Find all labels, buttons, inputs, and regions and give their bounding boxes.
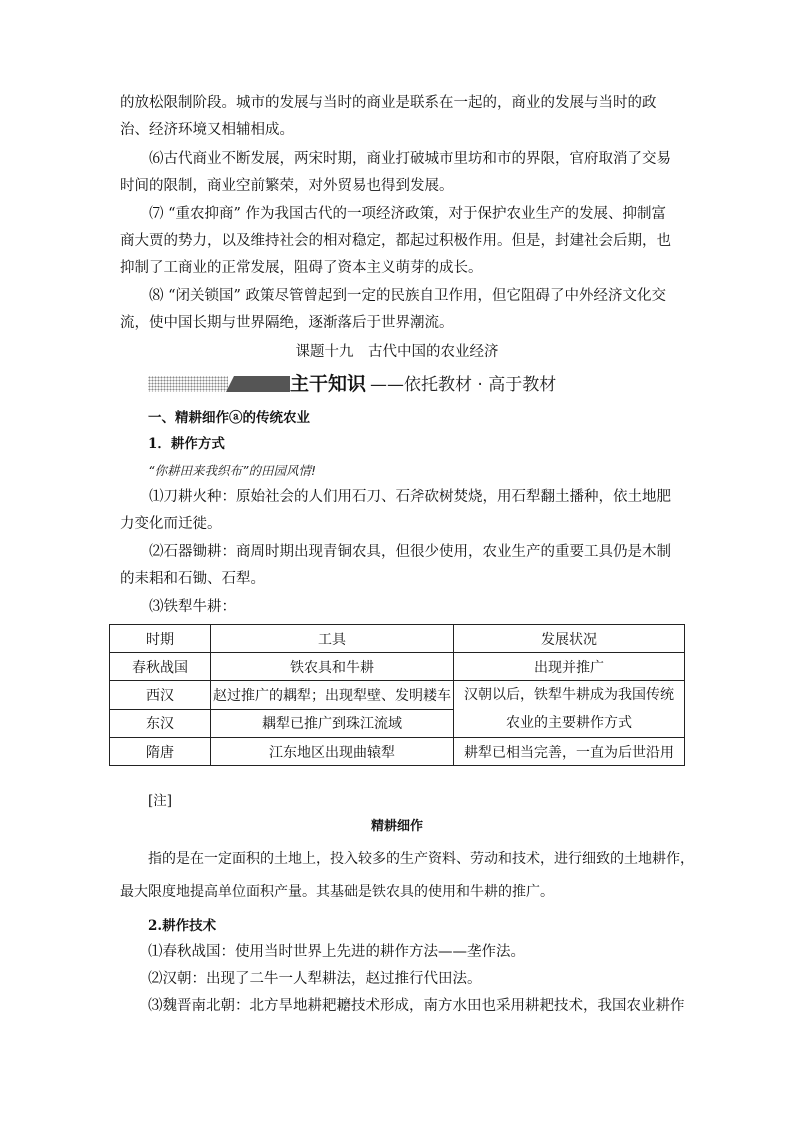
note-line: 最大限度地提高单位面积产量。其基础是铁农具的使用和牛耕的推广。 [120,884,554,900]
note-title: 精耕细作 [370,819,423,834]
table-cell-period: 东汉 [110,709,211,738]
technique-item-3: ⑶魏晋南北朝：北方旱地耕耙耱技术形成，南方水田也采用耕耙技术，我国农业耕作 [148,998,685,1014]
table-cell-period: 隋唐 [110,738,211,766]
table-row [110,681,685,710]
section-banner [148,372,568,398]
banner-bar-decoration [226,376,290,392]
table-header-cell: 工具 [211,625,454,653]
note-line: 指的是在一定面积的土地上，投入较多的生产资料、劳动和技术，进行细致的土地耕作， [148,851,694,867]
table-header-row [110,625,685,653]
table-cell-period: 西汉 [110,681,211,710]
banner-label: 主干知识 [290,373,367,395]
banner-subtitle: ——依托教材 · 高于教材 [370,375,557,395]
paragraph-item-8: ⑻ “闭关锁国” 政策尽管曾起到一定的民族自卫作用，但它阻碍了中外经济文化交流，使中国长期与世界隔绝，逐渐落后于世界潮流。 [120,288,667,331]
technique-item-1: ⑴春秋战国：使用当时世界上先进的耕作方法——垄作法。 [148,944,525,960]
farming-item-1: ⑴刀耕火种：原始社会的人们用石刀、石斧砍树焚烧，用石犁翻土播种，依土地肥力变化而迁徙。 [120,489,671,532]
table-cell-status-merged [454,681,685,738]
banner-dots-decoration [148,376,228,392]
subsection-heading: 1．耕作方式 [148,436,225,452]
table-row [110,738,685,766]
tools-table [109,624,685,766]
table-header-cell: 时期 [110,625,211,653]
table-cell-period: 春秋战国 [110,653,211,681]
handwritten-note: “你耕田来我织布”的田园风情! [148,463,316,478]
table-cell-tools: 铁农具和牛耕 [211,653,454,681]
paragraph-item-7: ⑺ “重农抑商” 作为我国古代的一项经济政策，对于保护农业生产的发展、抑制富商大贾的势力，以及维持社会的相对稳定，都起过积极作用。但是，封建社会后期，也抑制了工商业的正常发展，阻碍了资本主义萌芽的成长。 [120,206,671,276]
table-row [110,653,685,681]
note-tag: [注] [148,793,173,809]
table-cell-tools: 江东地区出现曲辕犁 [211,738,454,766]
table-cell-tools: 赵过推广的耦犁；出现犁壁、发明耧车 [211,681,454,710]
table-header-cell: 发展状况 [454,625,685,653]
farming-item-3: ⑶铁犁牛耕： [149,599,236,615]
technique-item-2: ⑵汉朝：出现了二牛一人犁耕法，赵过推行代田法。 [148,971,482,987]
table-cell-tools: 耦犁已推广到珠江流域 [211,709,454,738]
table-cell-status: 出现并推广 [454,653,685,681]
table-cell-status: 耕犁已相当完善，一直为后世沿用 [454,738,685,766]
section-heading: 一、精耕细作ⓐ的传统农业 [148,410,310,426]
status-line: 农业的主要耕作方式 [506,715,632,731]
farming-item-2: ⑵石器锄耕：商周时期出现青铜农具，但很少使用，农业生产的重要工具仍是木制的耒耜和石锄、石犁。 [120,544,671,587]
paragraph-continuation: 的放松限制阶段。城市的发展与当时的商业是联系在一起的，商业的发展与当时的政治、经济环境又相辅相成。 [120,95,657,138]
status-line: 汉朝以后，铁犁牛耕成为我国传统 [464,687,674,703]
lesson-title: 课题十九 古代中国的农业经济 [295,344,499,360]
subsection-heading: 2.耕作技术 [148,918,217,934]
paragraph-item-6: ⑹古代商业不断发展，两宋时期，商业打破城市里坊和市的界限，官府取消了交易时间的限制，商业空前繁荣，对外贸易也得到发展。 [120,151,671,194]
